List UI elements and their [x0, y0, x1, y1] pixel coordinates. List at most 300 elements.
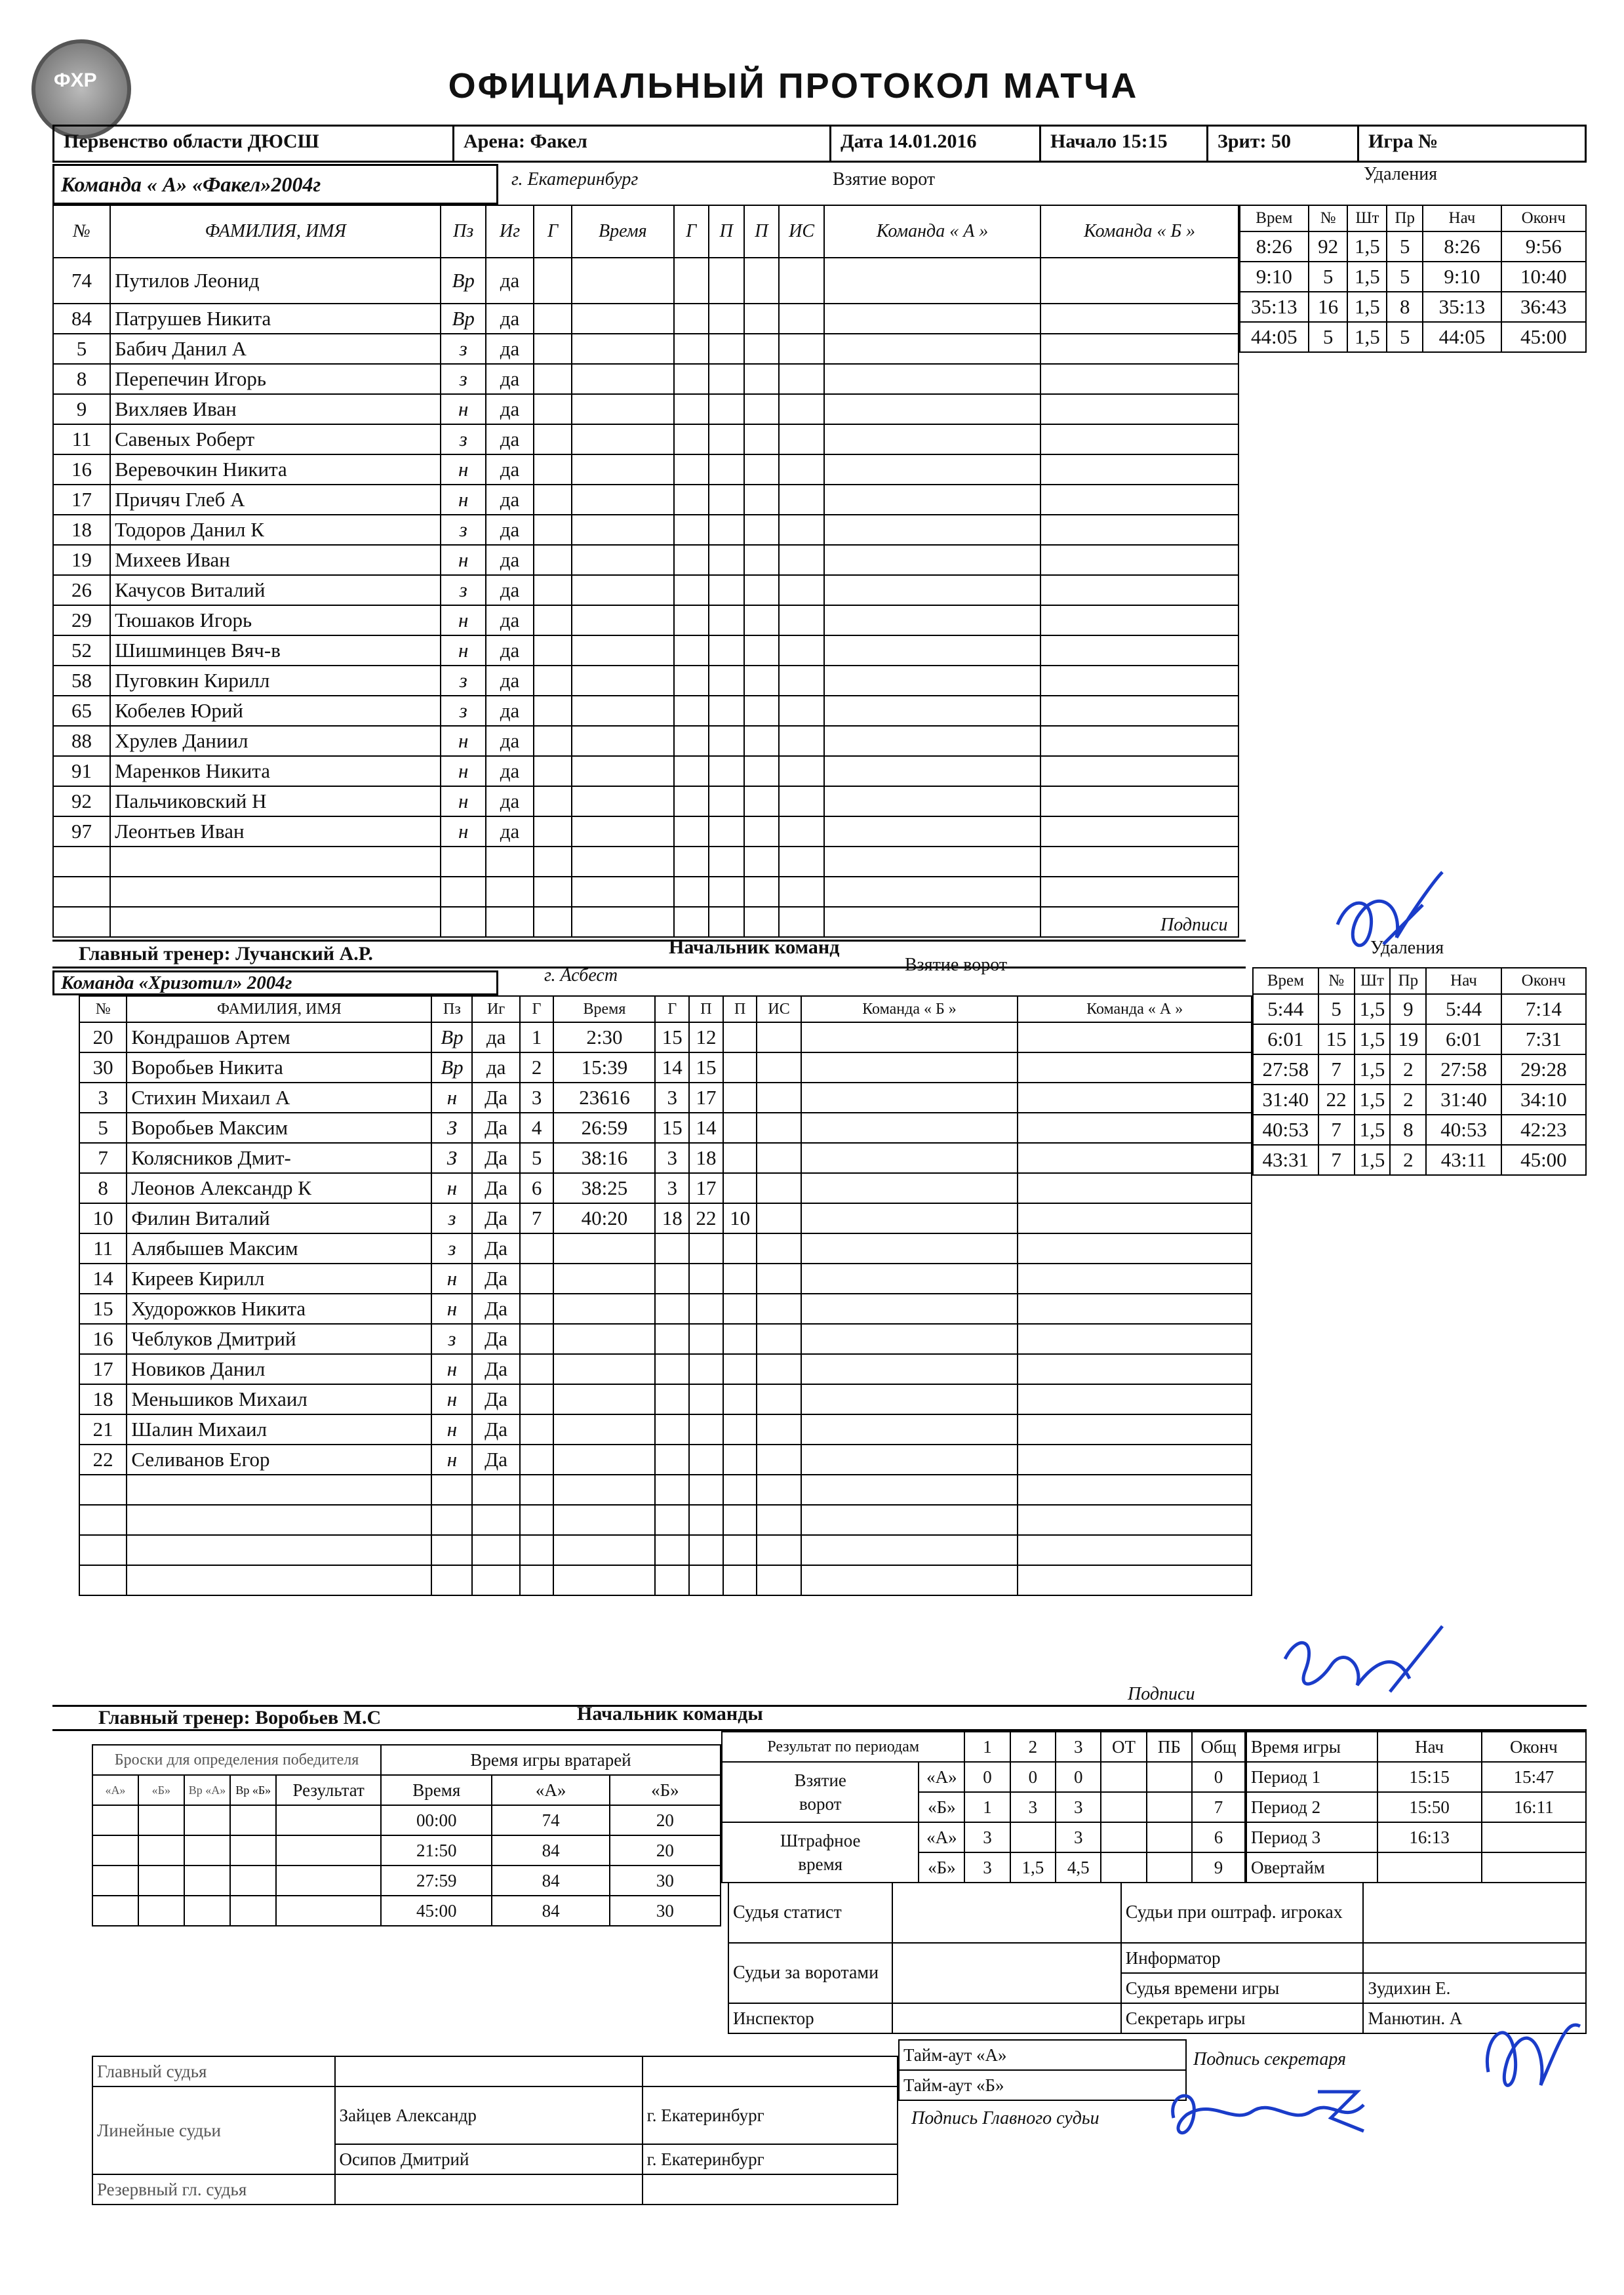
empty-cell — [1040, 575, 1238, 605]
empty-cell — [655, 1264, 689, 1294]
gk-a: 84 — [492, 1866, 609, 1896]
empty-cell — [824, 816, 1040, 847]
team-b-roster — [79, 995, 1252, 1596]
empty-cell — [534, 696, 572, 726]
match-header — [52, 125, 1587, 163]
team-a-signature — [1324, 866, 1456, 977]
goals-b-total: 7 — [1192, 1792, 1245, 1822]
goals-b-p3: 3 — [1056, 1792, 1101, 1822]
empty-cell — [709, 258, 744, 304]
empty-cell — [1018, 1203, 1252, 1233]
penalty-reason: 2 — [1390, 1054, 1426, 1085]
table-row — [79, 1294, 1252, 1324]
period-start: 15:15 — [1377, 1762, 1482, 1792]
empty-cell — [757, 1264, 801, 1294]
goal-time: 26:59 — [553, 1113, 655, 1143]
player-play: Да — [472, 1264, 519, 1294]
empty-cell — [674, 515, 709, 545]
player-num: 52 — [53, 635, 110, 666]
empty-cell — [757, 1414, 801, 1445]
penalty-min: 1,5 — [1347, 262, 1387, 292]
referees-table — [92, 2056, 898, 2205]
player-name: Худорожков Никита — [127, 1294, 431, 1324]
period-name: Период 3 — [1246, 1822, 1377, 1852]
player-play: да — [486, 816, 534, 847]
player-play: да — [472, 1022, 519, 1052]
player-play: Да — [472, 1233, 519, 1264]
empty-cell — [534, 485, 572, 515]
table-row — [53, 666, 1238, 696]
empty-cell — [655, 1233, 689, 1264]
empty-cell — [801, 1203, 1018, 1233]
empty-cell — [276, 1896, 381, 1926]
empty-cell — [744, 515, 780, 545]
player-pos: з — [431, 1233, 472, 1264]
empty-cell — [744, 756, 780, 786]
pcol-1: 1 — [964, 1732, 1010, 1762]
player-name: Хрулев Даниил — [110, 726, 441, 756]
empty-cell — [138, 1866, 184, 1896]
empty-cell — [779, 756, 824, 786]
period-name: Овертайм — [1246, 1852, 1377, 1883]
table-row — [53, 364, 1238, 394]
penalty-start: 5:44 — [1426, 994, 1501, 1024]
empty-cell — [1018, 1052, 1252, 1083]
player-num: 26 — [53, 575, 110, 605]
inspector-label: Инспектор — [728, 2003, 892, 2033]
player-num: 21 — [79, 1414, 127, 1445]
player-pos: н — [441, 485, 486, 515]
empty-cell — [824, 485, 1040, 515]
empty-cell — [779, 364, 824, 394]
goals-label-1: Взятие — [794, 1770, 846, 1790]
b-pen-col-time: Врем — [1253, 968, 1318, 994]
empty-cell — [779, 696, 824, 726]
pcol-so: ПБ — [1147, 1732, 1192, 1762]
b-col-num: № — [79, 996, 127, 1022]
team-a-penalties-title: Удаления — [1364, 164, 1438, 184]
player-play: да — [486, 726, 534, 756]
player-name: Вихляев Иван — [110, 394, 441, 424]
empty-cell — [520, 1264, 554, 1294]
goal-scorer: 3 — [655, 1173, 689, 1203]
period-start — [1377, 1852, 1482, 1883]
penalty-end: 36:43 — [1501, 292, 1586, 322]
empty-cell — [520, 1535, 554, 1565]
empty-cell — [744, 394, 780, 424]
penalty-row — [1253, 1085, 1586, 1115]
empty-cell — [689, 1294, 723, 1324]
empty-cell — [92, 1866, 138, 1896]
empty-cell — [534, 304, 572, 334]
player-pos: н — [441, 756, 486, 786]
empty-cell — [801, 1143, 1018, 1173]
b-col-is: ИС — [757, 996, 801, 1022]
player-name: Перепечин Игорь — [110, 364, 441, 394]
penalty-num: 7 — [1318, 1054, 1355, 1085]
player-pos: З — [431, 1113, 472, 1143]
team-b-penalties-title: Удаления — [1370, 938, 1444, 958]
empty-cell — [520, 1445, 554, 1475]
empty-cell — [779, 304, 824, 334]
empty-cell — [520, 1565, 554, 1595]
player-play: Да — [472, 1294, 519, 1324]
empty-cell — [801, 1384, 1018, 1414]
empty-cell — [572, 877, 673, 907]
empty-cell — [801, 1414, 1018, 1445]
empty-cell — [709, 364, 744, 394]
empty-cell — [744, 666, 780, 696]
goal-judges-label: Судьи за воротами — [728, 1943, 892, 2003]
empty-cell — [824, 304, 1040, 334]
empty-cell — [572, 304, 673, 334]
empty-cell — [1018, 1113, 1252, 1143]
team-a-coach-row — [52, 936, 1246, 968]
empty-cell — [723, 1565, 757, 1595]
pim-a-p1: 3 — [964, 1822, 1010, 1852]
empty-cell — [709, 877, 744, 907]
empty-cell — [824, 726, 1040, 756]
goal-num: 2 — [520, 1052, 554, 1083]
empty-cell — [744, 816, 780, 847]
empty-cell — [689, 1505, 723, 1535]
empty-cell — [230, 1896, 276, 1926]
goal-num: 4 — [520, 1113, 554, 1143]
empty-cell — [1018, 1535, 1252, 1565]
empty-cell — [824, 515, 1040, 545]
period-name: Период 1 — [1246, 1762, 1377, 1792]
empty-cell — [824, 364, 1040, 394]
player-num: 91 — [53, 756, 110, 786]
player-name: Новиков Данил — [127, 1354, 431, 1384]
player-pos: н — [431, 1384, 472, 1414]
player-name: Бабич Данил А — [110, 334, 441, 364]
empty-cell — [824, 605, 1040, 635]
player-play: да — [486, 334, 534, 364]
pim-a-p2 — [1010, 1822, 1056, 1852]
empty-cell — [534, 258, 572, 304]
period-start: 15:50 — [1377, 1792, 1482, 1822]
goals-a-p1: 0 — [964, 1762, 1010, 1792]
col-pos: Пз — [441, 205, 486, 258]
team-a-roster — [52, 205, 1239, 938]
empty-cell — [572, 424, 673, 454]
empty-cell — [534, 786, 572, 816]
player-play: да — [486, 545, 534, 575]
empty-cell — [709, 726, 744, 756]
empty-cell — [1018, 1354, 1252, 1384]
player-pos: Вр — [431, 1022, 472, 1052]
empty-cell — [824, 394, 1040, 424]
period-results — [721, 1731, 1246, 1883]
empty-cell — [53, 907, 110, 937]
empty-cell — [110, 907, 441, 937]
player-play: да — [486, 696, 534, 726]
player-num: 11 — [53, 424, 110, 454]
team-a-chief: Начальник команд — [669, 936, 840, 958]
penalty-start: 44:05 — [1423, 322, 1501, 352]
empty-cell — [1040, 635, 1238, 666]
player-name: Шишминцев Вяч-в — [110, 635, 441, 666]
empty-cell — [1040, 816, 1238, 847]
penalty-min: 1,5 — [1355, 1115, 1391, 1145]
pim-a-so — [1147, 1822, 1192, 1852]
player-play: да — [486, 454, 534, 485]
empty-cell — [534, 635, 572, 666]
team-b-penalties — [1252, 967, 1587, 1176]
penalty-num: 22 — [1318, 1085, 1355, 1115]
col-g: Г — [534, 205, 572, 258]
penalty-end: 45:00 — [1501, 322, 1586, 352]
player-name: Колясников Дмит- — [127, 1143, 431, 1173]
empty-cell — [801, 1264, 1018, 1294]
empty-cell — [709, 575, 744, 605]
penalty-min: 1,5 — [1355, 994, 1391, 1024]
secretary-name: Манютин. А — [1363, 2003, 1586, 2033]
player-name: Меньшиков Михаил — [127, 1384, 431, 1414]
empty-cell — [520, 1414, 554, 1445]
penalty-num: 5 — [1318, 994, 1355, 1024]
empty-cell — [757, 1354, 801, 1384]
empty-cell — [1040, 666, 1238, 696]
table-row — [79, 1354, 1252, 1384]
player-pos: н — [441, 726, 486, 756]
player-num: 18 — [53, 515, 110, 545]
player-name: Кондрашов Артем — [127, 1022, 431, 1052]
player-pos: з — [441, 424, 486, 454]
match-date: Дата 14.01.2016 — [831, 127, 1041, 161]
empty-cell — [801, 1535, 1018, 1565]
empty-cell — [744, 258, 780, 304]
goal-assist-1: 12 — [689, 1022, 723, 1052]
table-row — [79, 1083, 1252, 1113]
table-row — [79, 1324, 1252, 1354]
player-name: Причяч Глеб А — [110, 485, 441, 515]
team-b-signature — [1278, 1620, 1449, 1711]
col-num: № — [53, 205, 110, 258]
empty-cell — [709, 635, 744, 666]
penalty-num: 7 — [1318, 1115, 1355, 1145]
player-name: Веревочкин Никита — [110, 454, 441, 485]
period-row — [1246, 1762, 1586, 1792]
empty-cell — [534, 515, 572, 545]
player-name: Леонтьев Иван — [110, 816, 441, 847]
col-team-b: Команда « Б » — [1040, 205, 1238, 258]
shootout-a: «А» — [92, 1775, 138, 1805]
empty-cell — [572, 696, 673, 726]
empty-cell — [472, 1535, 519, 1565]
b-col-team-b: Команда « Б » — [801, 996, 1018, 1022]
player-pos: Вр — [441, 258, 486, 304]
player-play: Да — [472, 1414, 519, 1445]
player-num: 14 — [79, 1264, 127, 1294]
empty-cell — [824, 545, 1040, 575]
player-name: Тодоров Данил К — [110, 515, 441, 545]
empty-cell — [127, 1475, 431, 1505]
team-a-signatures-label: Подписи — [1160, 915, 1228, 935]
player-pos: Вр — [441, 304, 486, 334]
player-pos: н — [441, 816, 486, 847]
gk-row — [92, 1896, 721, 1926]
penalty-end: 7:31 — [1501, 1024, 1586, 1054]
player-num: 10 — [79, 1203, 127, 1233]
empty-cell — [655, 1294, 689, 1324]
player-name: Путилов Леонид — [110, 258, 441, 304]
empty-cell — [674, 756, 709, 786]
empty-cell — [709, 304, 744, 334]
penalty-judges-label: Судьи при оштраф. игроках — [1121, 1883, 1364, 1943]
player-name: Савеных Роберт — [110, 424, 441, 454]
pcol-total: Общ — [1192, 1732, 1245, 1762]
player-name: Чеблуков Дмитрий — [127, 1324, 431, 1354]
empty-cell — [572, 394, 673, 424]
gk-col-time: Время — [381, 1775, 492, 1805]
game-number: Игра № — [1368, 130, 1438, 152]
player-num: 84 — [53, 304, 110, 334]
empty-cell — [572, 816, 673, 847]
spectators: Зрит: 50 — [1208, 127, 1359, 161]
empty-cell — [779, 877, 824, 907]
goal-num: 1 — [520, 1022, 554, 1052]
empty-cell — [534, 575, 572, 605]
empty-cell — [534, 454, 572, 485]
gk-row — [92, 1805, 721, 1835]
empty-cell — [276, 1835, 381, 1866]
player-name: Стихин Михаил А — [127, 1083, 431, 1113]
empty-cell — [779, 258, 824, 304]
empty-cell — [744, 424, 780, 454]
table-row — [79, 1052, 1252, 1083]
empty-cell — [779, 666, 824, 696]
player-play: Да — [472, 1445, 519, 1475]
table-row — [53, 816, 1238, 847]
penalty-end: 7:14 — [1501, 994, 1586, 1024]
player-name: Леонов Александр К — [127, 1173, 431, 1203]
player-num: 92 — [53, 786, 110, 816]
empty-cell — [1040, 786, 1238, 816]
goal-num: 7 — [520, 1203, 554, 1233]
player-pos: з — [431, 1324, 472, 1354]
empty-cell — [431, 1535, 472, 1565]
player-play: да — [486, 424, 534, 454]
table-row — [79, 1143, 1252, 1173]
shootout-and-goalies — [92, 1744, 721, 1926]
empty-cell — [824, 258, 1040, 304]
gk-b: 20 — [610, 1835, 721, 1866]
empty-cell — [674, 334, 709, 364]
empty-cell — [127, 1565, 431, 1595]
empty-cell — [534, 364, 572, 394]
empty-cell — [1018, 1083, 1252, 1113]
period-row — [1246, 1792, 1586, 1822]
pim-a-total: 6 — [1192, 1822, 1245, 1852]
timekeeper-label: Судья времени игры — [1121, 1973, 1364, 2003]
empty-cell — [572, 605, 673, 635]
table-row — [53, 394, 1238, 424]
shootout-ga: Вр «А» — [184, 1775, 231, 1805]
empty-cell — [1018, 1264, 1252, 1294]
empty-cell — [723, 1475, 757, 1505]
player-pos: н — [431, 1264, 472, 1294]
reserve-label: Резервный гл. судья — [92, 2174, 335, 2205]
table-row — [53, 847, 1238, 877]
secretary-signature — [1469, 2000, 1587, 2111]
empty-cell — [655, 1505, 689, 1535]
empty-cell — [744, 485, 780, 515]
player-num: 20 — [79, 1022, 127, 1052]
player-name: Селиванов Егор — [127, 1445, 431, 1475]
player-num: 19 — [53, 545, 110, 575]
empty-cell — [757, 1083, 801, 1113]
empty-cell — [534, 605, 572, 635]
goals-b-p1: 1 — [964, 1792, 1010, 1822]
empty-cell — [572, 258, 673, 304]
player-name: Шалин Михаил — [127, 1414, 431, 1445]
empty-cell — [674, 635, 709, 666]
player-num: 11 — [79, 1233, 127, 1264]
empty-cell — [689, 1354, 723, 1384]
empty-cell — [572, 364, 673, 394]
player-play: Да — [472, 1083, 519, 1113]
player-play: да — [486, 756, 534, 786]
empty-cell — [534, 847, 572, 877]
col-team-a: Команда « А » — [824, 205, 1040, 258]
penalty-end: 45:00 — [1501, 1145, 1586, 1175]
player-play: да — [486, 575, 534, 605]
empty-cell — [674, 847, 709, 877]
empty-cell — [757, 1052, 801, 1083]
table-row — [53, 605, 1238, 635]
empty-cell — [441, 907, 486, 937]
pim-b-p1: 3 — [964, 1852, 1010, 1883]
empty-cell — [655, 1384, 689, 1414]
empty-cell — [744, 786, 780, 816]
empty-cell — [801, 1445, 1018, 1475]
b-col-p1: П — [689, 996, 723, 1022]
empty-cell — [709, 424, 744, 454]
penalty-row — [1253, 1115, 1586, 1145]
empty-cell — [674, 545, 709, 575]
player-pos: н — [441, 786, 486, 816]
empty-cell — [520, 1384, 554, 1414]
referee-signature-label: Подпись Главного судьи — [911, 2108, 1099, 2128]
empty-cell — [1018, 1022, 1252, 1052]
empty-cell — [110, 847, 441, 877]
player-pos: з — [441, 696, 486, 726]
player-play: да — [486, 635, 534, 666]
team-a-city: г. Екатеринбург — [511, 169, 639, 190]
penalty-start: 6:01 — [1426, 1024, 1501, 1054]
table-row — [53, 258, 1238, 304]
player-num: 16 — [53, 454, 110, 485]
pen-col-end: Оконч — [1501, 205, 1586, 231]
pim-mark-a: «А» — [919, 1822, 964, 1852]
empty-cell — [572, 666, 673, 696]
linesman-1-city: г. Екатеринбург — [643, 2086, 898, 2144]
goal-num: 5 — [520, 1143, 554, 1173]
table-row — [53, 545, 1238, 575]
player-pos: з — [441, 334, 486, 364]
pcol-3: 3 — [1056, 1732, 1101, 1762]
player-pos: Вр — [431, 1052, 472, 1083]
empty-cell — [276, 1866, 381, 1896]
empty-cell — [824, 877, 1040, 907]
pim-label-2: время — [798, 1854, 843, 1874]
player-play: Да — [472, 1173, 519, 1203]
penalty-time: 27:58 — [1253, 1054, 1318, 1085]
goals-a-p2: 0 — [1010, 1762, 1056, 1792]
penalty-reason: 19 — [1390, 1024, 1426, 1054]
